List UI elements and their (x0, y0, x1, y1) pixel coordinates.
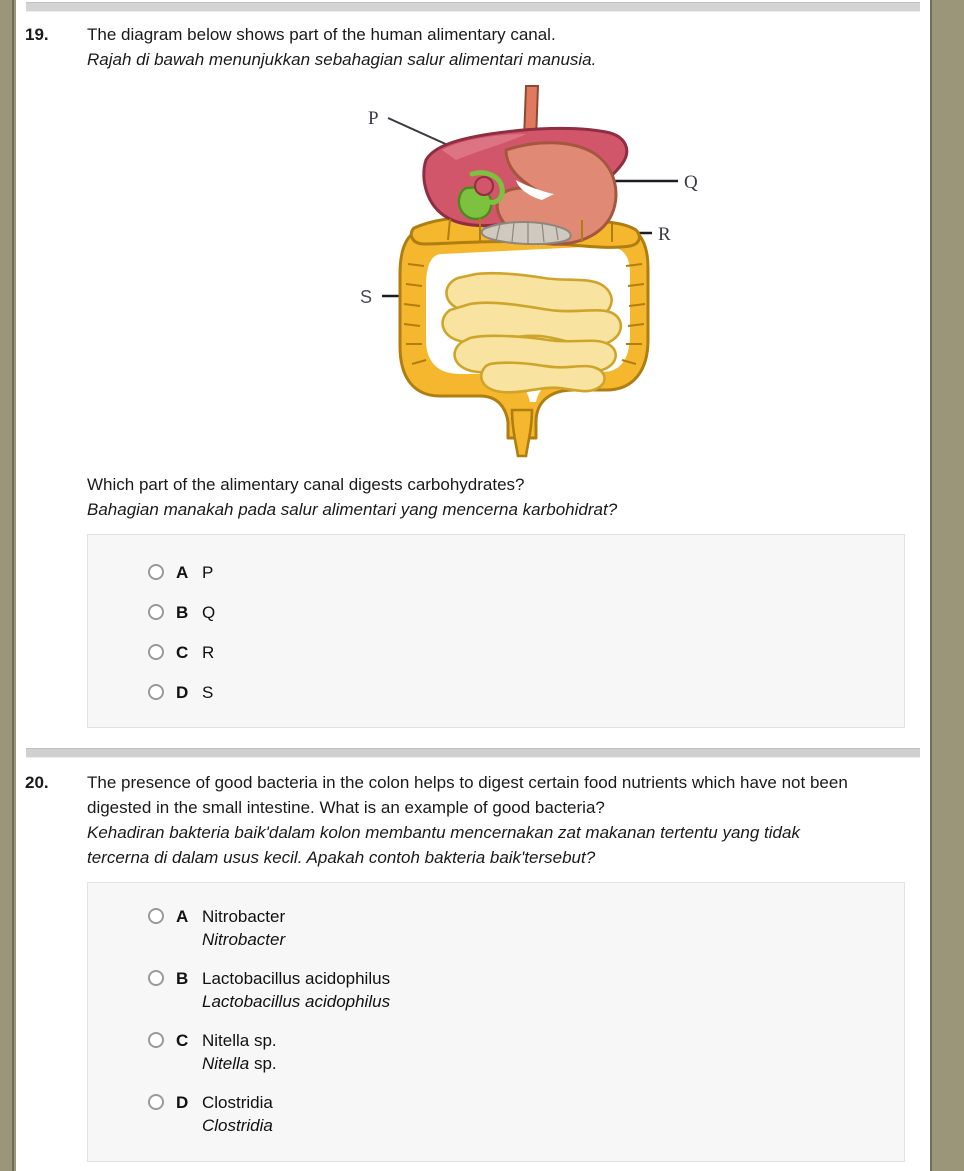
option-letter: D (176, 683, 189, 702)
question-19-stem-ms: Bahagian manakah pada salur alimentari yang mencerna karbohidrat? (87, 500, 618, 519)
option-text-en: Nitrobacter (202, 907, 286, 926)
option-row[interactable] (88, 561, 904, 585)
question-20-prompt-ms-line2: tercerna di dalam usus kecil. Apakah contoh bakteria baik'tersebut? (87, 848, 596, 867)
question-19-stem-en: Which part of the alimentary canal digests carbohydrates? (87, 475, 525, 494)
radio-button-icon[interactable] (148, 684, 164, 700)
radio-button-icon[interactable] (148, 604, 164, 620)
option-row[interactable] (88, 1029, 904, 1075)
question-separator-divider (26, 748, 920, 758)
option-text-ms-italic: Lactobacillus acidophilus (202, 992, 391, 1011)
option-text-ms (202, 1052, 277, 1075)
option-row[interactable] (88, 681, 904, 705)
question-block-20 (16, 770, 930, 1162)
option-text-ms-suffix: sp. (249, 1054, 277, 1073)
option-text-en: Clostridia (202, 1093, 273, 1112)
duct-node (475, 177, 493, 195)
question-19-prompt (87, 22, 930, 72)
option-text-en: Q (202, 603, 216, 622)
option-letter: A (176, 563, 189, 582)
radio-button-icon[interactable] (148, 970, 164, 986)
option-text-ms-italic: Clostridia (202, 1116, 273, 1135)
question-20-prompt-ms-line1: Kehadiran bakteria baik'dalam kolon membantu mencernakan zat makanan tertentu yang tidak (87, 823, 800, 842)
page-frame-right (930, 0, 964, 1171)
question-19-header (16, 22, 930, 72)
radio-button-icon[interactable] (148, 644, 164, 660)
question-19-prompt-en: The diagram below shows part of the human alimentary canal. (87, 25, 556, 44)
option-text-en: Nitella sp. (202, 1031, 277, 1050)
radio-button-icon[interactable] (148, 564, 164, 580)
leader-line-p (388, 118, 450, 146)
question-19-figure (16, 78, 930, 468)
option-row[interactable] (88, 641, 904, 665)
question-19-prompt-ms: Rajah di bawah menunjukkan sebahagian salur alimentari manusia. (87, 50, 597, 69)
question-20-prompt-en-line1: The presence of good bacteria in the colon helps to digest certain food nutrients which have not been (87, 773, 848, 792)
radio-button-icon[interactable] (148, 1094, 164, 1110)
option-text-en: Lactobacillus acidophilus (202, 969, 391, 988)
human-alimentary-canal-diagram (330, 78, 750, 468)
option-text-en: P (202, 563, 214, 582)
option-text-ms-italic: Nitella (202, 1054, 250, 1073)
question-19-number: 19. (25, 25, 49, 44)
question-block-19 (16, 22, 930, 728)
option-text-ms (202, 1114, 273, 1137)
question-19-stem (16, 472, 930, 522)
option-row[interactable] (88, 967, 904, 1013)
question-20-prompt (87, 770, 930, 870)
small-intestine-coil-4 (481, 363, 604, 393)
option-text-en: R (202, 643, 215, 662)
rectum-shape (512, 410, 532, 456)
option-letter: C (176, 1031, 189, 1050)
figure-label-s: S (360, 287, 373, 307)
page-frame-left (0, 0, 14, 1171)
option-text-ms (202, 928, 285, 951)
question-20-number: 20. (25, 773, 49, 792)
exam-page (16, 0, 930, 1171)
option-row[interactable] (88, 601, 904, 625)
question-20-prompt-en-line2: digested in the small intestine. What is an example of good bacteria? (87, 798, 605, 817)
option-text-ms-italic: Nitrobacter (202, 930, 286, 949)
option-letter: B (176, 603, 189, 622)
figure-label-p: P (368, 108, 379, 129)
option-letter: B (176, 969, 189, 988)
option-letter: A (176, 907, 189, 926)
option-row[interactable] (88, 905, 904, 951)
option-text-ms (202, 990, 390, 1013)
option-letter: C (176, 643, 189, 662)
option-letter: D (176, 1093, 189, 1112)
figure-label-q: Q (684, 172, 698, 193)
figure-label-r: R (658, 224, 671, 245)
radio-button-icon[interactable] (148, 1032, 164, 1048)
top-section-divider (26, 2, 920, 12)
question-19-answer-box (87, 534, 905, 728)
option-row[interactable] (88, 1091, 904, 1137)
question-20-answer-box (87, 882, 905, 1162)
radio-button-icon[interactable] (148, 908, 164, 924)
option-text-en: S (202, 683, 214, 702)
question-20-header (16, 770, 930, 870)
